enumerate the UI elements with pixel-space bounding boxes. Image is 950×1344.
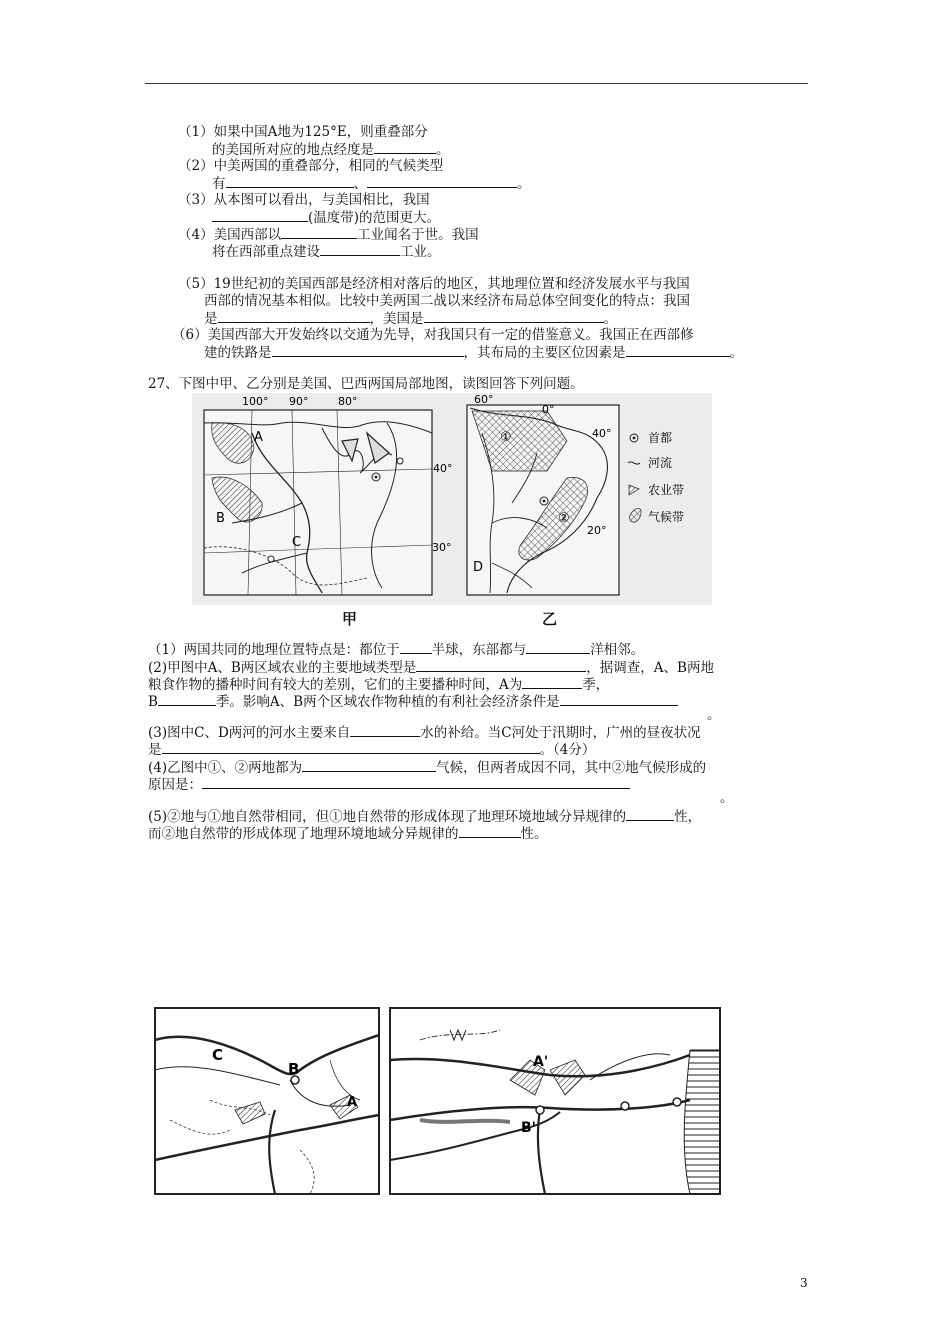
q27-p3-line2: 是 。（4分） — [148, 742, 596, 758]
q2-line2: 有 、 。 — [212, 176, 531, 192]
q27-p2-end: 。 — [707, 707, 721, 723]
q27-p3-line1: (3)图中C、D两河的河水主要来自 水的补给。当C河处于汛期时，广州的昼夜状况 — [148, 725, 701, 741]
legend-river: 河流 — [648, 456, 673, 470]
q27-p2-line3: B 季。影响A、B两个区域农作物种植的有利社会经济条件是 — [148, 693, 678, 711]
q27-p4-end: 。 — [720, 790, 734, 806]
q27-title: 27、下图中甲、乙分别是美国、巴西两国局部地图，读图回答下列问题。 — [148, 376, 584, 392]
q6-line2: 建的铁路是 ，其布局的主要区位因素是 。 — [204, 345, 743, 361]
caption-jia: 甲 — [342, 610, 358, 628]
jia-lon-80: 80° — [338, 395, 358, 408]
jia-label-c: C — [292, 535, 302, 550]
q3-line1: （3）从本图可以看出，与美国相比，我国 — [178, 192, 430, 208]
jia-lon-90: 90° — [289, 395, 309, 408]
q3-line2: (温度带)的范围更大。 — [212, 209, 440, 227]
q5-line2: 西部的情况基本相似。比较中美两国二战以来经济布局总体空间变化的特点：我国 — [204, 293, 690, 309]
jia-lat-30: 30° — [432, 541, 452, 554]
q27-p4-line2: 原因是： — [148, 776, 630, 794]
yi-lon-0: 0° — [542, 403, 555, 416]
q27-p2-line1: (2)甲图中A、B两区域农业的主要地域类型是 ，据调查，A、B两地 — [148, 660, 714, 676]
q27-p1: （1）两国共同的地理位置特点是：都位于 半球，东部都与 洋相邻。 — [148, 642, 645, 658]
q2-line1: （2）中美两国的重叠部分，相同的气候类型 — [178, 158, 444, 174]
page-number: 3 — [800, 1276, 808, 1290]
q5-line1: （5）19世纪初的美国西部是经济相对落后的地区，其地理位置和经济发展水平与我国 — [178, 276, 690, 292]
br-label-a: A' — [533, 1054, 549, 1070]
bl-label-b: B — [288, 1060, 300, 1078]
bottom-left-map — [155, 1008, 379, 1194]
jia-label-a: A — [254, 430, 263, 445]
yi-lon-60: 60° — [474, 393, 494, 406]
bottom-right-map — [390, 1008, 720, 1194]
q27-figure — [192, 393, 712, 605]
yi-label-d: D — [473, 560, 484, 575]
header-rule — [145, 83, 808, 84]
q1-line1: （1）如果中国A地为125°E，则重叠部分 — [178, 124, 428, 140]
yi-label-2: ② — [558, 511, 570, 526]
q1-line2: 的美国所对应的地点经度是 。 — [212, 142, 450, 158]
jia-label-b: B — [216, 511, 225, 526]
yi-lat-20: 20° — [587, 524, 607, 537]
br-label-b: B' — [521, 1120, 536, 1136]
bottom-figure — [150, 1000, 724, 1200]
jia-lon-100: 100° — [242, 395, 269, 408]
jia-lat-40: 40° — [433, 462, 453, 475]
q4-line1: （4）美国西部以 工业闻名于世。我国 — [178, 227, 479, 243]
q5-line3: 是 ，美国是 。 — [204, 311, 617, 327]
q6-line1: （6）美国西部大开发始终以交通为先导，对我国只有一定的借鉴意义。我国正在西部修 — [172, 327, 694, 343]
legend-agri-belt: 农业带 — [648, 483, 685, 497]
legend-climate-belt: 气候带 — [648, 510, 685, 524]
caption-yi: 乙 — [542, 610, 558, 628]
q27-p5-line2: 而②地自然带的形成体现了地理环境地域分异规律的 性。 — [148, 826, 548, 842]
yi-label-1: ① — [500, 430, 512, 445]
yi-lat-40: 40° — [592, 427, 612, 440]
bl-label-c: C — [212, 1046, 224, 1064]
q27-p4-line1: (4)乙图中①、②两地都为 气候，但两者成因不同，其中②地气候形成的 — [148, 760, 707, 776]
legend-capital: 首都 — [648, 431, 673, 445]
q27-p5-line1: (5)②地与①地自然带相同，但①地自然带的形成体现了地理环境地域分异规律的 性， — [148, 809, 702, 825]
q27-p2-line2: 粮食作物的播种时间有较大的差别，它们的主要播种时间，A为 季， — [148, 677, 610, 693]
q4-line2: 将在西部重点建设 工业。 — [212, 244, 441, 260]
bl-label-a: A — [347, 1095, 358, 1110]
